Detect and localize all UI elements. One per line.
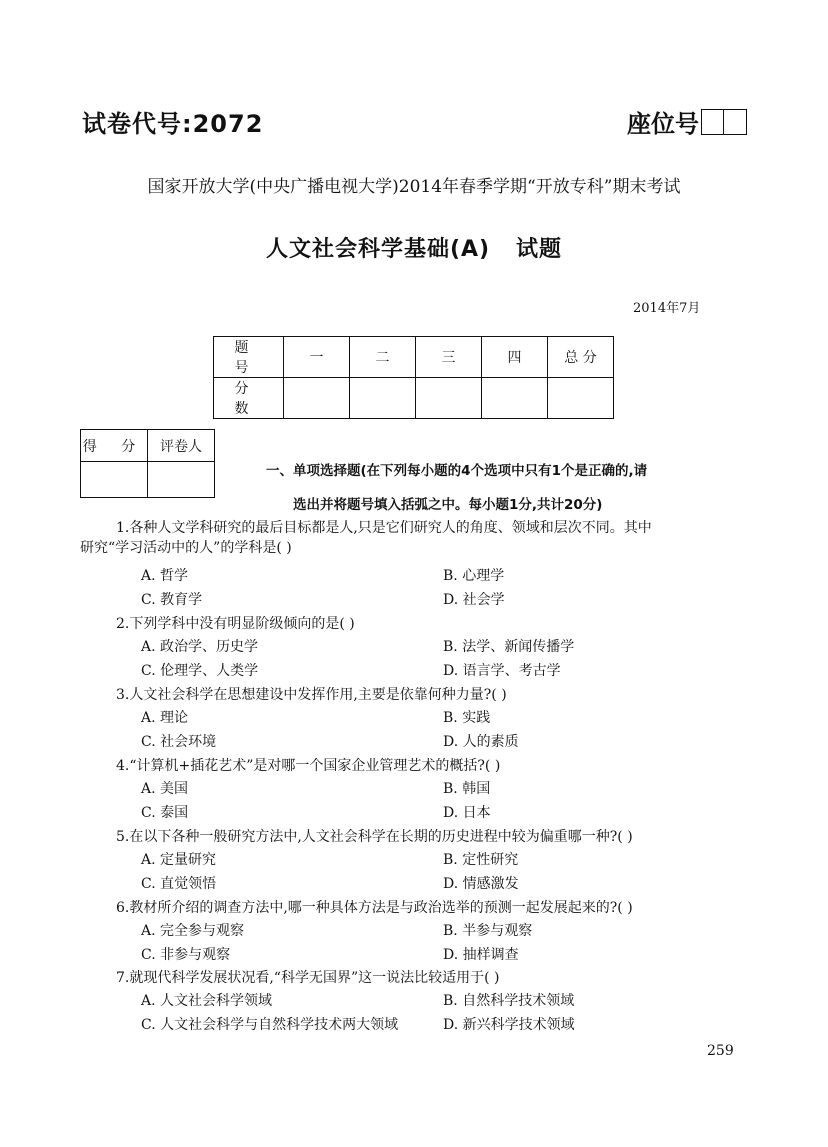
option-b[interactable]: B. 实践 <box>443 710 491 726</box>
exam-date: 2014年7月 <box>633 301 701 316</box>
score-cell: 题 号 <box>214 337 284 378</box>
option-d[interactable]: D. 新兴科学技术领域 <box>443 1017 575 1033</box>
section-heading-line: 一、单项选择题(在下列每小题的4个选项中只有1个是正确的,请 <box>266 463 648 479</box>
option-d[interactable]: D. 情感激发 <box>443 876 519 892</box>
option-d[interactable]: D. 语言学、考古学 <box>443 663 561 679</box>
question-1 <box>80 518 760 558</box>
seat-box <box>724 109 747 135</box>
option-a[interactable]: A. 哲学 <box>141 568 189 584</box>
option-d[interactable]: D. 人的素质 <box>443 734 519 750</box>
page-title: 人文社会科学基础(A) 试题 <box>265 237 563 262</box>
score-cell: 二 <box>350 337 416 378</box>
paper-code: 试卷代号:2072 <box>82 110 264 138</box>
option-a[interactable]: A. 完全参与观察 <box>141 923 245 939</box>
question-stem: 研究“学习活动中的人”的学科是( ) <box>80 540 292 556</box>
score-table-score-row <box>214 378 614 419</box>
score-cell: 四 <box>482 337 548 378</box>
score-input-cell[interactable] <box>548 378 614 419</box>
score-table-header-row <box>214 337 614 378</box>
seat-box <box>701 109 724 135</box>
question-3: 3.人文社会科学在思想建设中发挥作用,主要是依靠何种力量?( ) <box>116 687 507 703</box>
score-cell: 三 <box>416 337 482 378</box>
section-heading <box>266 454 647 522</box>
option-b[interactable]: B. 定性研究 <box>443 852 519 868</box>
question-2: 2.下列学科中没有明显阶级倾向的是( ) <box>116 616 355 632</box>
score-cell: 一 <box>284 337 350 378</box>
option-c[interactable]: C. 教育学 <box>141 592 203 608</box>
exam-name: 国家开放大学(中央广播电视大学)2014年春季学期“开放专科”期末考试 <box>147 177 681 197</box>
question-7: 7.就现代科学发展状况看,“科学无国界”这一说法比较适用于( ) <box>116 970 500 986</box>
grader-score-label: 得 分 <box>81 430 148 462</box>
grader-name-input[interactable] <box>148 462 215 498</box>
option-a[interactable]: A. 定量研究 <box>141 852 217 868</box>
option-c[interactable]: C. 直觉领悟 <box>141 876 217 892</box>
option-c[interactable]: C. 非参与观察 <box>141 947 231 963</box>
option-c[interactable]: C. 泰国 <box>141 805 189 821</box>
score-cell: 总 分 <box>548 337 614 378</box>
score-input-cell[interactable] <box>284 378 350 419</box>
page-number: 259 <box>707 1043 734 1059</box>
option-d[interactable]: D. 日本 <box>443 805 491 821</box>
question-4: 4.“计算机+插花艺术”是对哪一个国家企业管理艺术的概括?( ) <box>116 758 501 774</box>
option-d[interactable]: D. 抽样调查 <box>443 947 519 963</box>
grader-score-input[interactable] <box>81 462 148 498</box>
option-a[interactable]: A. 政治学、历史学 <box>141 639 259 655</box>
grader-label: 评卷人 <box>148 430 215 462</box>
score-cell: 分 数 <box>214 378 284 419</box>
score-input-cell[interactable] <box>350 378 416 419</box>
seat-boxes <box>701 109 747 135</box>
score-table <box>213 336 614 419</box>
question-6: 6.教材所介绍的调查方法中,哪一种具体方法是与政治选举的预测一起发展起来的?( ) <box>116 900 633 916</box>
option-a[interactable]: A. 理论 <box>141 710 189 726</box>
option-c[interactable]: C. 伦理学、人类学 <box>141 663 259 679</box>
score-input-cell[interactable] <box>482 378 548 419</box>
option-b[interactable]: B. 半参与观察 <box>443 923 533 939</box>
option-b[interactable]: B. 韩国 <box>443 781 491 797</box>
option-a[interactable]: A. 人文社会科学领域 <box>141 993 273 1009</box>
option-b[interactable]: B. 自然科学技术领域 <box>443 993 575 1009</box>
question-stem: 1.各种人文学科研究的最后目标都是人,只是它们研究人的角度、领域和层次不同。其中 <box>116 520 652 536</box>
option-b[interactable]: B. 心理学 <box>443 568 505 584</box>
grader-table <box>80 429 215 498</box>
seat-number <box>627 104 747 139</box>
question-5: 5.在以下各种一般研究方法中,人文社会科学在长期的历史进程中较为偏重哪一种?( ) <box>116 829 633 845</box>
score-input-cell[interactable] <box>416 378 482 419</box>
option-d[interactable]: D. 社会学 <box>443 592 505 608</box>
section-heading-line: 选出并将题号填入括弧之中。每小题1分,共计20分) <box>293 497 603 513</box>
seat-label: 座位号 <box>627 110 699 138</box>
option-c[interactable]: C. 人文社会科学与自然科学技术两大领域 <box>141 1017 399 1033</box>
option-a[interactable]: A. 美国 <box>141 781 189 797</box>
option-b[interactable]: B. 法学、新闻传播学 <box>443 639 575 655</box>
option-c[interactable]: C. 社会环境 <box>141 734 217 750</box>
